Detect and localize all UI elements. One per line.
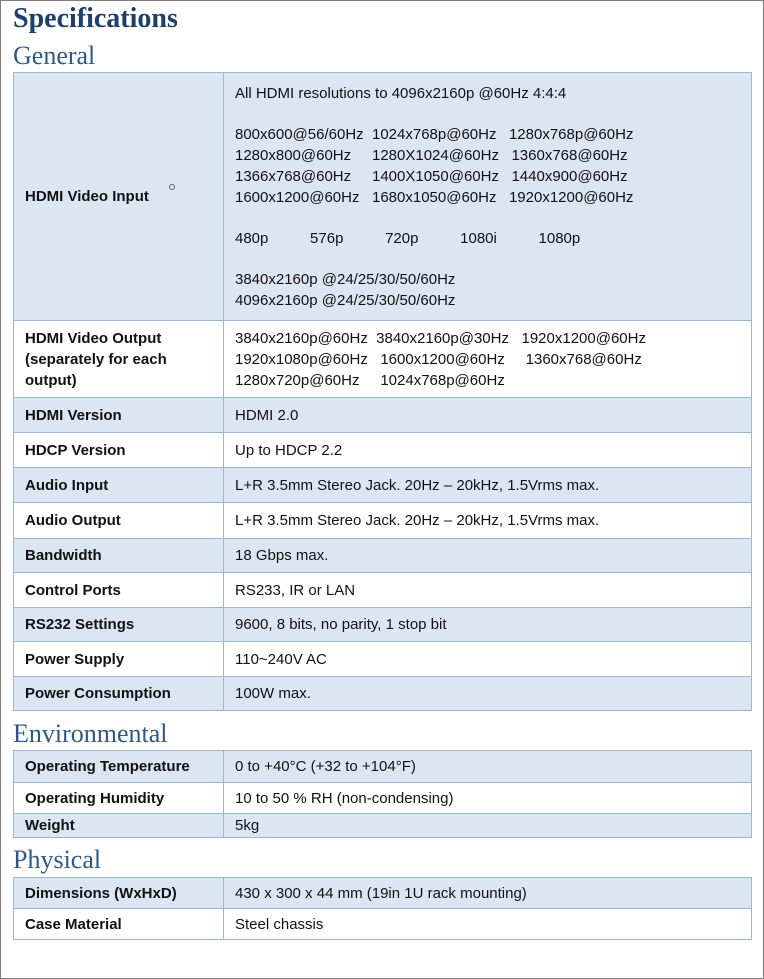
page-title: Specifications: [13, 3, 178, 34]
spec-label: Power Consumption: [14, 677, 224, 711]
physical-spec-table: [13, 877, 752, 940]
spec-row-power-supply: [14, 642, 752, 677]
spec-row-audio-output: [14, 503, 752, 539]
spec-row-bandwidth: [14, 539, 752, 573]
spec-label-line: output): [25, 371, 77, 389]
spec-label: Operating Humidity: [14, 783, 224, 814]
circle-mark-icon: [169, 184, 175, 190]
spec-label-line: HDMI Video Output: [25, 329, 162, 347]
spec-value-line: 480p 576p 720p 1080i 1080p: [235, 229, 581, 247]
spec-value-line: 3840x2160p @24/25/30/50/60Hz: [235, 270, 456, 288]
spec-value: 9600, 8 bits, no parity, 1 stop bit: [224, 608, 752, 642]
spacer: [235, 249, 740, 269]
spec-label: Case Material: [14, 909, 224, 940]
spec-value: RS233, IR or LAN: [224, 573, 752, 608]
spec-row-rs232-settings: [14, 608, 752, 642]
spec-label: HDCP Version: [14, 433, 224, 468]
spec-label: HDMI Video Input: [14, 73, 224, 321]
spec-value: 430 x 300 x 44 mm (19in 1U rack mounting): [224, 878, 752, 909]
spec-value-line: 1366x768@60Hz 1400X1050@60Hz 1440x900@60Hz: [235, 167, 628, 185]
section-heading-general: General: [13, 41, 96, 70]
spec-value: 18 Gbps max.: [224, 539, 752, 573]
spec-value-line: 3840x2160p@60Hz 3840x2160p@30Hz 1920x1200@60Hz: [235, 329, 646, 347]
general-spec-table: [13, 72, 752, 711]
environmental-spec-table: [13, 750, 752, 838]
spec-value-line: 1280x800@60Hz 1280X1024@60Hz 1360x768@60Hz: [235, 146, 628, 164]
spec-row-dimensions: [14, 878, 752, 909]
spec-label: Power Supply: [14, 642, 224, 677]
spec-label: Weight: [14, 814, 224, 838]
spec-value-line: 800x600@56/60Hz 1024x768p@60Hz 1280x768p@60Hz: [235, 125, 634, 143]
spec-value: Up to HDCP 2.2: [224, 433, 752, 468]
spec-value: Steel chassis: [224, 909, 752, 940]
spec-label: Dimensions (WxHxD): [14, 878, 224, 909]
spec-value: L+R 3.5mm Stereo Jack. 20Hz – 20kHz, 1.5Vrms max.: [224, 503, 752, 539]
spec-value: 100W max.: [224, 677, 752, 711]
spec-row-operating-temperature: [14, 751, 752, 783]
spec-label: Audio Output: [14, 503, 224, 539]
spec-label: HDMI Version: [14, 398, 224, 433]
spec-row-operating-humidity: [14, 783, 752, 814]
spec-value-line: All HDMI resolutions to 4096x2160p @60Hz 4:4:4: [235, 84, 567, 102]
spec-row-case-material: [14, 909, 752, 940]
section-heading-environmental: Environmental: [13, 719, 168, 748]
spec-value-line: 1920x1080p@60Hz 1600x1200@60Hz 1360x768@60Hz: [235, 350, 642, 368]
spec-value: HDMI 2.0: [224, 398, 752, 433]
spec-row-hdmi-video-output: [14, 321, 752, 398]
spec-label-line: (separately for each: [25, 350, 167, 368]
spec-label: [14, 321, 224, 398]
spec-row-hdcp-version: [14, 433, 752, 468]
section-heading-physical: Physical: [13, 845, 102, 874]
spec-value: [224, 73, 752, 321]
spec-label: Audio Input: [14, 468, 224, 503]
spec-row-control-ports: [14, 573, 752, 608]
spec-value-line: 1280x720p@60Hz 1024x768p@60Hz: [235, 371, 505, 389]
spec-value: 0 to +40°C (+32 to +104°F): [224, 751, 752, 783]
spec-label: Operating Temperature: [14, 751, 224, 783]
spec-row-hdmi-video-input: [14, 73, 752, 321]
spec-value-line: 1600x1200@60Hz 1680x1050@60Hz 1920x1200@60Hz: [235, 188, 634, 206]
spec-label: Control Ports: [14, 573, 224, 608]
spec-value-line: 4096x2160p @24/25/30/50/60Hz: [235, 291, 456, 309]
spec-value: 5kg: [224, 814, 752, 838]
spec-value: [224, 321, 752, 398]
spec-label: Bandwidth: [14, 539, 224, 573]
spec-row-hdmi-version: [14, 398, 752, 433]
spec-value: 110~240V AC: [224, 642, 752, 677]
spec-row-power-consumption: [14, 677, 752, 711]
spec-row-weight: [14, 814, 752, 838]
spec-label: RS232 Settings: [14, 608, 224, 642]
spacer: [235, 208, 740, 228]
spec-row-audio-input: [14, 468, 752, 503]
spec-value: L+R 3.5mm Stereo Jack. 20Hz – 20kHz, 1.5Vrms max.: [224, 468, 752, 503]
spec-value: 10 to 50 % RH (non-condensing): [224, 783, 752, 814]
spacer: [235, 104, 740, 124]
